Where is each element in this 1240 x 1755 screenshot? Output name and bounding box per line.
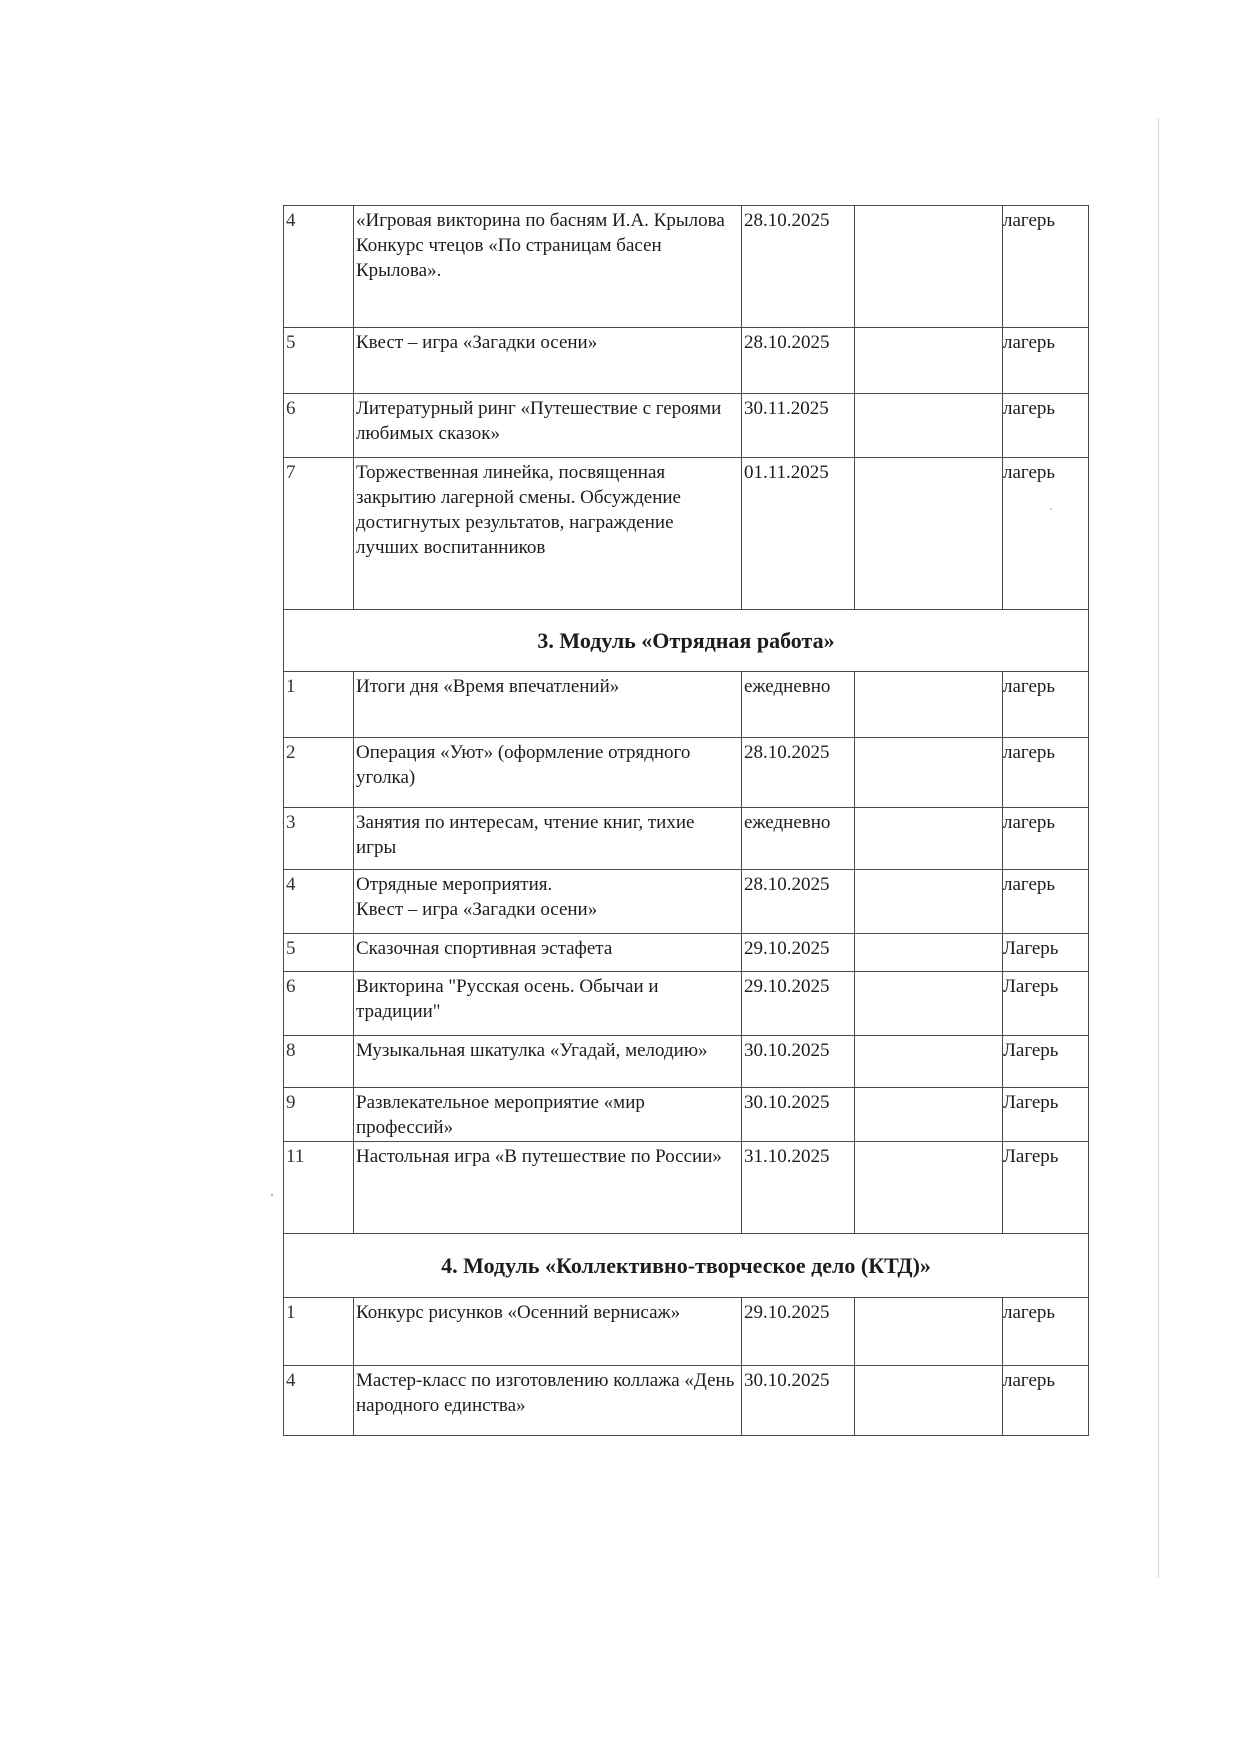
place-cell: лагерь: [1003, 808, 1089, 870]
row-number: 3: [284, 808, 354, 870]
table-row: [284, 738, 1089, 808]
responsible-cell: [855, 1088, 1003, 1142]
responsible-cell: [855, 972, 1003, 1036]
date-cell: 28.10.2025: [742, 870, 855, 934]
place-cell: Лагерь: [1003, 972, 1089, 1036]
responsible-cell: [855, 1298, 1003, 1366]
table-row: [284, 458, 1089, 610]
date-cell: 29.10.2025: [742, 972, 855, 1036]
date-cell: ежедневно: [742, 808, 855, 870]
place-cell: Лагерь: [1003, 1088, 1089, 1142]
table-row: [284, 1036, 1089, 1088]
activity-cell: Литературный ринг «Путешествие с героями любимых сказок»: [354, 394, 742, 458]
activity-cell: Операция «Уют» (оформление отрядного уголка): [354, 738, 742, 808]
row-number: 1: [284, 672, 354, 738]
place-cell: Лагерь: [1003, 1036, 1089, 1088]
responsible-cell: [855, 738, 1003, 808]
row-number: 6: [284, 394, 354, 458]
scan-edge-line: [1158, 118, 1159, 1578]
schedule-table: [283, 205, 1089, 1436]
responsible-cell: [855, 328, 1003, 394]
activity-cell: Викторина "Русская осень. Обычаи и традиции": [354, 972, 742, 1036]
table-row: [284, 1088, 1089, 1142]
table-row: [284, 206, 1089, 328]
activity-cell: Занятия по интересам, чтение книг, тихие игры: [354, 808, 742, 870]
row-number: 1: [284, 1298, 354, 1366]
module-heading: 3. Модуль «Отрядная работа»: [284, 610, 1089, 672]
row-number: 4: [284, 1366, 354, 1436]
table-row: [284, 934, 1089, 972]
activity-cell: Итоги дня «Время впечатлений»: [354, 672, 742, 738]
activity-cell: Настольная игра «В путешествие по России»: [354, 1142, 742, 1234]
place-cell: лагерь: [1003, 1366, 1089, 1436]
responsible-cell: [855, 1366, 1003, 1436]
date-cell: 29.10.2025: [742, 1298, 855, 1366]
row-number: 6: [284, 972, 354, 1036]
responsible-cell: [855, 1142, 1003, 1234]
activity-cell: Торжественная линейка, посвященная закрытию лагерной смены. Обсуждение достигнутых результатов, награждение лучших воспитанников: [354, 458, 742, 610]
responsible-cell: [855, 934, 1003, 972]
table-row: [284, 972, 1089, 1036]
table-row: [284, 328, 1089, 394]
table-row: [284, 672, 1089, 738]
place-cell: Лагерь: [1003, 934, 1089, 972]
row-number: 4: [284, 870, 354, 934]
place-cell: Лагерь: [1003, 1142, 1089, 1234]
activity-cell: Развлекательное мероприятие «мир профессий»: [354, 1088, 742, 1142]
date-cell: 31.10.2025: [742, 1142, 855, 1234]
row-number: 2: [284, 738, 354, 808]
activity-cell: Сказочная спортивная эстафета: [354, 934, 742, 972]
table-row: [284, 808, 1089, 870]
table-row: [284, 1298, 1089, 1366]
activity-line: «Игровая викторина по басням И.А. Крылова Конкурс чтецов «По страницам басен Крылова».: [356, 210, 725, 281]
place-cell: лагерь: [1003, 458, 1089, 610]
module-heading-row: [284, 610, 1089, 672]
row-number: 11: [284, 1142, 354, 1234]
table-row: [284, 1142, 1089, 1234]
responsible-cell: [855, 870, 1003, 934]
responsible-cell: [855, 808, 1003, 870]
table-row: [284, 1366, 1089, 1436]
row-number: 9: [284, 1088, 354, 1142]
date-cell: 28.10.2025: [742, 738, 855, 808]
table-row: [284, 394, 1089, 458]
place-cell: лагерь: [1003, 738, 1089, 808]
place-cell: лагерь: [1003, 870, 1089, 934]
row-number: 5: [284, 934, 354, 972]
row-number: 7: [284, 458, 354, 610]
activity-cell: Квест – игра «Загадки осени»: [354, 328, 742, 394]
date-cell: 30.10.2025: [742, 1036, 855, 1088]
date-cell: 30.10.2025: [742, 1366, 855, 1436]
place-cell: лагерь: [1003, 1298, 1089, 1366]
activity-cell: Конкурс рисунков «Осенний вернисаж»: [354, 1298, 742, 1366]
row-number: 4: [284, 206, 354, 328]
date-cell: 30.11.2025: [742, 394, 855, 458]
module-heading-row: [284, 1234, 1089, 1298]
activity-cell: Музыкальная шкатулка «Угадай, мелодию»: [354, 1036, 742, 1088]
table-row: [284, 870, 1089, 934]
date-cell: 29.10.2025: [742, 934, 855, 972]
responsible-cell: [855, 672, 1003, 738]
date-cell: 28.10.2025: [742, 328, 855, 394]
responsible-cell: [855, 394, 1003, 458]
scan-speck: [271, 1194, 273, 1196]
row-number: 5: [284, 328, 354, 394]
date-cell: 30.10.2025: [742, 1088, 855, 1142]
activity-cell: [354, 206, 742, 328]
activity-cell: Мастер-класс по изготовлению коллажа «День народного единства»: [354, 1366, 742, 1436]
responsible-cell: [855, 1036, 1003, 1088]
date-cell: ежедневно: [742, 672, 855, 738]
responsible-cell: [855, 206, 1003, 328]
date-cell: 28.10.2025: [742, 206, 855, 328]
place-cell: лагерь: [1003, 394, 1089, 458]
responsible-cell: [855, 458, 1003, 610]
module-heading: 4. Модуль «Коллективно-творческое дело (КТД)»: [284, 1234, 1089, 1298]
date-cell: 01.11.2025: [742, 458, 855, 610]
place-cell: лагерь: [1003, 328, 1089, 394]
activity-cell: Отрядные мероприятия. Квест – игра «Загадки осени»: [354, 870, 742, 934]
place-cell: лагерь: [1003, 206, 1089, 328]
place-cell: лагерь: [1003, 672, 1089, 738]
row-number: 8: [284, 1036, 354, 1088]
